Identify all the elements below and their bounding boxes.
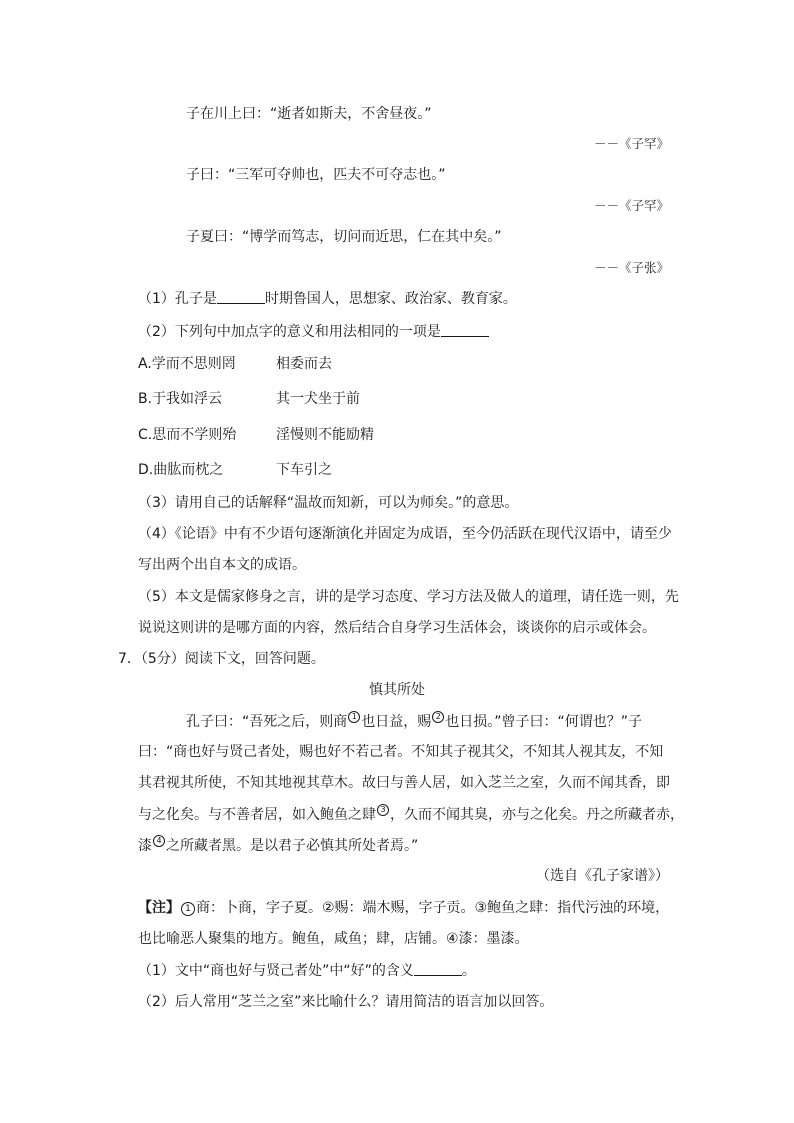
option-d-right: 下车引之 bbox=[276, 462, 332, 478]
passage-text: ，久而不闻其臭，亦与之化矣。丹之所藏者赤， bbox=[390, 807, 684, 823]
notes-line-1 bbox=[138, 898, 669, 918]
passage-line-3: 其君视其所使，不知其地视其草木。故曰与善人居，如入芝兰之室，久而不闻其香，即 bbox=[138, 775, 670, 791]
question-7-2: （2）后人常用“芝兰之室”来比喻什么？请用简洁的语言加以回答。 bbox=[138, 994, 554, 1010]
note-text: ②赐：端木赐，字子贡。③鲍鱼之肆：指代污浊的环境， bbox=[322, 900, 670, 916]
quote-2-source: －－《子罕》 bbox=[593, 198, 669, 213]
footnote-marker-4: 4 bbox=[153, 835, 165, 847]
passage-text: 孔子曰：“吾死之后，则商 bbox=[186, 714, 348, 730]
footnote-marker-2: 2 bbox=[432, 711, 444, 723]
quote-3-source: －－《子张》 bbox=[593, 260, 669, 275]
question-7-header: 7．（5分）阅读下文，回答问题。 bbox=[118, 651, 325, 667]
passage-text: 之所藏者黑。是以君子必慎其所处者焉。” bbox=[166, 838, 419, 854]
passage-title: 慎其所处 bbox=[369, 682, 425, 698]
question-1 bbox=[138, 289, 517, 309]
question-3: （3）请用自己的话解释“温故而知新，可以为师矣。”的意思。 bbox=[138, 495, 519, 511]
option-a-right: 相委而去 bbox=[276, 356, 332, 372]
option-a-left: A.学而不思则罔 bbox=[138, 356, 236, 372]
question-4-line-2: 写出两个出自本文的成语。 bbox=[138, 557, 306, 573]
footnote-marker-1: 1 bbox=[348, 711, 360, 723]
passage-text: 也日损。”曾子曰：“何谓也？”子 bbox=[445, 714, 643, 730]
question-7-1 bbox=[138, 961, 476, 981]
notes-line-2: 也比喻恶人聚集的地方。鲍鱼，咸鱼；肆，店铺。④漆：墨漆。 bbox=[138, 931, 529, 947]
footnote-marker-3: 3 bbox=[377, 804, 389, 816]
quote-2: 子曰：“三军可夺帅也，匹夫不可夺志也。” bbox=[186, 167, 446, 183]
option-c: C.思而不学则殆 bbox=[138, 427, 237, 443]
question-4-line-1: （4）《论语》中有不少语句逐渐演化并固定为成语，至今仍活跃在现代汉语中，请至少 bbox=[138, 526, 672, 542]
note-text: 商：卜商，字子夏。 bbox=[196, 900, 322, 916]
option-b-right: 其一犬坐于前 bbox=[276, 391, 360, 407]
option-d: D.曲肱而枕之 bbox=[138, 462, 224, 478]
question-5-line-2: 说说这则讲的是哪方面的内容，然后结合自身学习生活体会，谈谈你的启示或体会。 bbox=[138, 620, 656, 636]
passage-source: （选自《孔子家谱》） bbox=[536, 868, 669, 884]
question-1-suffix: 时期鲁国人，思想家、政治家、教育家。 bbox=[264, 291, 517, 307]
passage-text: 漆 bbox=[138, 838, 152, 854]
question-7-1-suffix: 。 bbox=[461, 963, 476, 979]
passage-text: 也日益，赐 bbox=[361, 714, 432, 730]
question-1-prefix: （1）孔子是 bbox=[138, 291, 217, 307]
answer-blank[interactable] bbox=[414, 961, 462, 976]
passage-line-1 bbox=[186, 711, 642, 732]
note-marker-1: 1 bbox=[181, 902, 195, 916]
passage-text: 与之化矣。与不善者居，如入鲍鱼之肆 bbox=[138, 807, 376, 823]
passage-line-4 bbox=[138, 804, 684, 825]
quote-1-source: －－《子罕》 bbox=[593, 136, 669, 151]
quote-1: 子在川上曰：“逝者如斯夫，不舍昼夜。” bbox=[186, 106, 432, 122]
answer-blank[interactable] bbox=[217, 289, 265, 304]
question-5-line-1: （5）本文是儒家修身之言，讲的是学习态度、学习方法及做人的道理，请任选一则，先 bbox=[138, 589, 679, 605]
option-a bbox=[138, 354, 236, 374]
answer-blank[interactable] bbox=[441, 322, 489, 337]
option-c-right: 淫慢则不能励精 bbox=[276, 427, 374, 443]
question-2-text: （2）下列句中加点字的意义和用法相同的一项是 bbox=[138, 324, 441, 340]
quote-3: 子夏曰：“博学而笃志，切问而近思，仁在其中矣。” bbox=[186, 229, 502, 245]
option-b: B.于我如浮云 bbox=[138, 391, 223, 407]
question-7-1-prefix: （1）文中“商也好与贤己者处”中“好”的含义 bbox=[138, 963, 414, 979]
question-2 bbox=[138, 322, 489, 342]
passage-line-5 bbox=[138, 835, 418, 856]
passage-line-2: 曰：“商也好与贤己者处，赐也好不若己者。不知其子视其父，不知其人视其友，不知 bbox=[138, 744, 664, 760]
notes-label: 【注】 bbox=[138, 900, 180, 916]
